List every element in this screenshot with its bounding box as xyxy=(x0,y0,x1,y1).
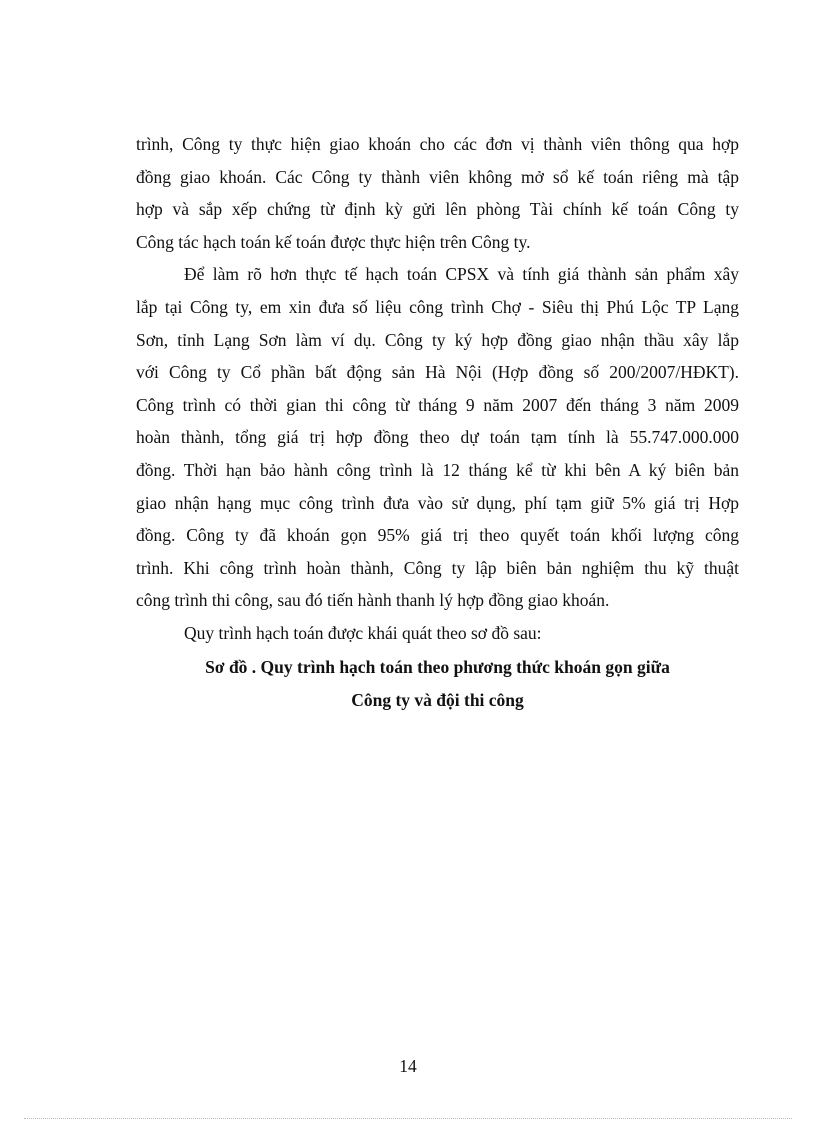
text-line: công trình thi công, sau đó tiến hành thanh lý hợp đồng giao khoán. xyxy=(136,590,610,611)
text-line: giao nhận hạng mục công trình đưa vào sử dụng, phí tạm giữ 5% giá trị Hợp xyxy=(136,492,739,513)
diagram-caption-line-1: Sơ đồ . Quy trình hạch toán theo phương thức khoán gọn giữa xyxy=(205,656,670,677)
document-body xyxy=(136,128,739,717)
text-line: Công trình có thời gian thi công từ tháng 9 năm 2007 đến tháng 3 năm 2009 xyxy=(136,394,739,415)
text-line: hoàn thành, tổng giá trị hợp đồng theo dự toán tạm tính là 55.747.000.000 xyxy=(136,427,739,448)
text-line: Công tác hạch toán kế toán được thực hiện trên Công ty. xyxy=(136,231,531,252)
text-line: hợp và sắp xếp chứng từ định kỳ gửi lên phòng Tài chính kế toán Công ty xyxy=(136,199,739,220)
paragraph-2 xyxy=(136,258,739,617)
text-line: đồng giao khoán. Các Công ty thành viên không mở sổ kế toán riêng mà tập xyxy=(136,166,739,187)
bottom-rule xyxy=(24,1118,792,1119)
diagram-caption-line-2: Công ty và đội thi công xyxy=(351,689,524,710)
text-line: trình, Công ty thực hiện giao khoán cho các đơn vị thành viên thông qua hợp xyxy=(136,134,739,154)
paragraph-3 xyxy=(136,617,739,650)
text-line: Để làm rõ hơn thực tế hạch toán CPSX và tính giá thành sản phẩm xây xyxy=(184,264,739,285)
text-line: với Công ty Cổ phần bất động sản Hà Nội (Hợp đồng số 200/2007/HĐKT). xyxy=(136,362,739,383)
text-line: lắp tại Công ty, em xin đưa số liệu công trình Chợ - Siêu thị Phú Lộc TP Lạng xyxy=(136,296,739,317)
paragraph-1 xyxy=(136,128,739,258)
text-line: đồng. Thời hạn bảo hành công trình là 12 tháng kể từ khi bên A ký biên bản xyxy=(136,459,739,480)
page-number: 14 xyxy=(399,1056,417,1076)
text-line: Sơn, tỉnh Lạng Sơn làm ví dụ. Công ty ký hợp đồng giao nhận thầu xây lắp xyxy=(136,329,739,350)
text-line: đồng. Công ty đã khoán gọn 95% giá trị theo quyết toán khối lượng công xyxy=(136,525,739,546)
text-line: Quy trình hạch toán được khái quát theo sơ đồ sau: xyxy=(184,622,542,643)
text-line: trình. Khi công trình hoàn thành, Công ty lập biên bản nghiệm thu kỹ thuật xyxy=(136,557,739,578)
